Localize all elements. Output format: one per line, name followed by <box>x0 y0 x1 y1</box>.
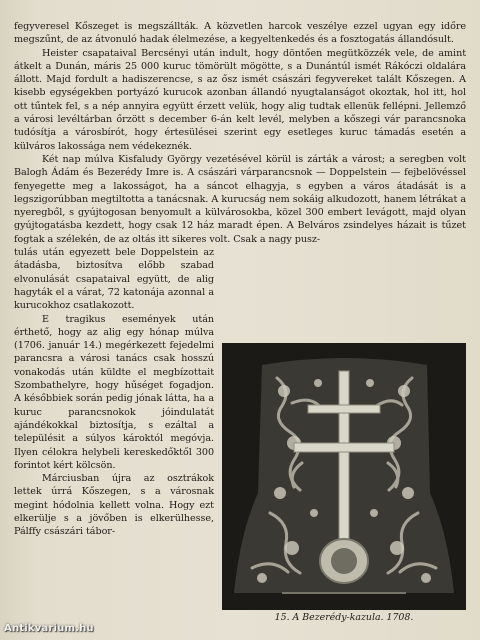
full-width-text <box>14 20 466 246</box>
paragraph-6: Márciusban újra az osztrákok lettek úrrá Kőszegen, s a városnak megint hódolnia kellett volna. Hogy ezt elkerülje s a jövőben is elkerülhesse, Pálffy császári tábor- <box>14 473 214 538</box>
paragraph-5: E tragikus események után érthető, hogy az alig egy hónap múlva (1706. január 14.) megérkezett fejedelmi parancsra a városi tanács csak hosszú vonakodás után küldte el megbízottait Szombathelyre, hogy hűséget fogadjon. A későbbiek során pedig jónak látta, ha a kuruc parancsnokok jóindulatát ajándékokkal biztosítja, s ezáltal a településit a súlyos károktól megóvja. Ilyen célokra helybeli kereskedőktől 300 forintot kért kölcsön. <box>14 313 214 471</box>
figure-caption: 15. A Bezerédy-kazula. 1708. <box>274 612 414 623</box>
paragraph-1: fegyveresel Kőszeget is megszállták. A közvetlen harcok veszélye ezzel ugyan egy időre megszűnt, de az átvonuló hadak élelmezése, a kegyeltenkedés és a fosztogatás állandósult. <box>14 21 466 46</box>
paragraph-2: Heister csapataival Bercsényi után indult, hogy döntően megütközzék vele, de amint átkelt a Dunán, máris 25 000 kuruc tömörült mögötte, s a Dunántúl ismét Rákóczi oldalára állott. Majd fordult a hadiszerencse, s az ősz ismét császári fegyvereket talált Kőszegen. A kisebb egységekben portyázó kurucok azonban állandó nyugtalanságot okoztak, hol itt, hol ott tűntek fel, s a nép annyira együtt érzett velük, hogy alig tudtak ellenük fellépni. Jellemző a városi levéltárban őrzött s december 6-án kelt levél, melyben a kőszegi vár parancsnoka tudósítja a városbírót, hogy értesülései szerint egy esetleges kuruc támadás esetén a külváros lakossága nem védekeznék. <box>14 47 466 152</box>
narrow-column-text <box>14 246 214 539</box>
watermark: Antikvarium.hu <box>4 623 94 634</box>
chasuble-photo <box>222 343 466 610</box>
paragraph-3: Két nap múlva Kisfaludy György vezetésével körül is zárták a várost; a seregben volt Balogh Ádám és Bezerédy Imre is. A császári várparancsnok — Doppelstein — fejbelövéssel fenyegette meg a lakosságot, ha a sáncot elhagyja, s egyben a város átadását is a legszigorúbban megtiltotta a tanácsnak. A kurucság nem sokáig alkudozott, hanem létrákat a nyeregből, s gyújtogosan benyomult a külvárosokba, közel 300 embert levágott, majd olyan gyújtogatásba kezdett, hogy csak 12 ház maradt épen. A Belváros zsindelyes házait is tűzet fogtak a szélekén, de az oltás itt sikeres volt. Csak a nagy pusz- <box>14 153 466 245</box>
paragraph-4: tulás után egyezett bele Doppelstein az átadásba, biztosítva előbb szabad elvonulását csapataival együtt, de alig hagyták el a várat, 72 katonája azonnal a kurucokhoz csatlakozott. <box>14 247 214 312</box>
